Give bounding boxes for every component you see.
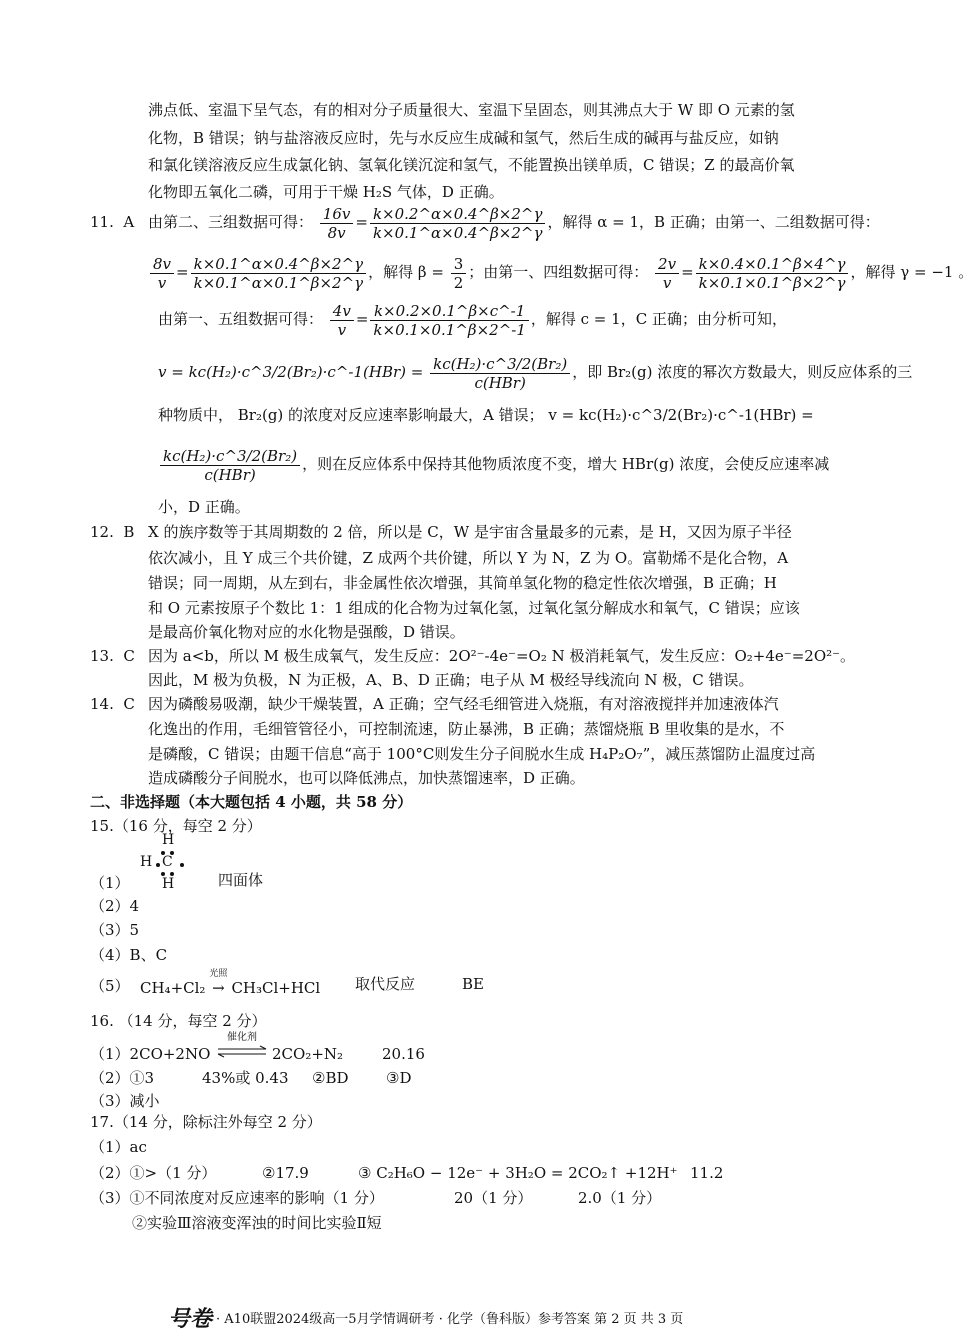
q11-number: 11. A (90, 213, 135, 231)
fraction: $\frac{k\times 0.2\times 0.1\^{}\beta\times c\^{}-1}{k\times 0.1\times 0.1\^{}\beta\times 2\^{}-1}$ (370, 302, 528, 339)
fraction: $\frac{8v}{v}$ (150, 255, 174, 292)
reaction-arrow: → (212, 979, 225, 997)
q15-part-1-label: （1） (90, 874, 130, 892)
q16-heading: 16. （14 分，每空 2 分） (90, 1012, 267, 1030)
electron-dot (156, 863, 160, 867)
fraction: $\frac{16v}{8v}$ (320, 205, 354, 242)
q11-line-4: v = kc(H₂)·c^3/2(Br₂)·c^-1(HBr) = $\frac{\text{kc(H₂)·c\textasciicircum{}3/2(Br₂)}}{\text{c(HBr)}}$ ，即 Br₂(g) 浓度的幂次方数最大，则反应体系的三 (158, 354, 913, 392)
q11-line-1: 由第二、三组数据可得： $\frac{16v}{8v}$ = $\frac{k\times 0.2\^{}\alpha\times 0.4\^{}\beta\times 2\^{}\gamma}{k\times 0.1\^{}\alpha\times 0.4\^{}\beta\times 2\^{}\gamma}$ ，解得 α = 1，B 正确；由第一、二组数据可得： (148, 204, 880, 242)
q15-heading: 15.（16 分，每空 2 分） (90, 817, 262, 835)
q12-line-3: 错误；同一周期，从左到右，非金属性依次增强，其简单氢化物的稳定性依次增强，B 正确；H (148, 574, 777, 592)
fraction: $\frac{2v}{v}$ (655, 255, 679, 292)
q12-line-1: X 的族序数等于其周期数的 2 倍，所以是 C，W 是宇宙含量最多的元素，是 H，又因为原子半径 (148, 523, 792, 541)
page-footer (168, 1302, 683, 1333)
q14-line-2: 化逸出的作用，毛细管管径小，可控制流速，防止暴沸，B 正确；蒸馏烧瓶 B 里收集的是水，不 (148, 720, 785, 738)
fraction: $\frac{4v}{v}$ (330, 302, 354, 339)
h-atom-left: H (140, 854, 153, 870)
q12-line-2: 依次减小，且 Y 成三个共价键，Z 成两个共价键，所以 Y 为 N，Z 为 O。富勒烯不是化合物，A (148, 549, 789, 567)
q16-part-1-right: 2CO₂+N₂ (272, 1045, 344, 1063)
q17-part-2-d: 11.2 (690, 1164, 724, 1182)
q15-equation: CH₄+Cl₂ 光照 → CH₃Cl+HCl (140, 978, 320, 998)
condition-label: 光照 (209, 969, 228, 979)
electron-dot-structure (138, 832, 198, 894)
q15-part-5-type: 取代反应 (355, 975, 416, 993)
section-heading: 二、非选择题（本大题包括 4 小题，共 58 分） (90, 793, 413, 811)
q17-part-3-b: 20（1 分） (454, 1189, 533, 1207)
q15-part-5-label: （5） (90, 977, 130, 995)
equilibrium-arrow-icon (216, 1046, 268, 1058)
q14-number: 14. C (90, 695, 135, 713)
q17-part-1: （1）ac (90, 1138, 147, 1156)
q15-part-2: （2）4 (90, 897, 140, 915)
q10-line-1: 沸点低、室温下呈气态，有的相对分子质量很大、室温下呈固态，则其沸点大于 W 即 O 元素的氢 (148, 101, 795, 119)
q13-line-2: 因此，M 极为负极，N 为正极，A、B、D 正确；电子从 M 极经导线流向 N 极，C 错误。 (148, 671, 754, 689)
q15-part-4: （4）B、C (90, 946, 168, 964)
fraction: $\frac{k\times 0.1\^{}\alpha\times 0.4\^{}\beta\times 2\^{}\gamma}{k\times 0.1\^{}\alpha\times 0.1\^{}\beta\times 2\^{}\gamma}$ (191, 255, 367, 292)
catalyst-label: 催化剂 (227, 1032, 257, 1043)
q11-line-6: $\frac{\text{kc(H₂)·c\textasciicircum{}3/2(Br₂)}}{\text{c(HBr)}}$ ，则在反应体系中保持其他物质浓度不变，增大 HBr(g) 浓度，会使反应速率减 (158, 442, 829, 486)
brand-logo: 号卷 (168, 1306, 213, 1332)
q17-part-3-d: ②实验Ⅲ溶液变浑浊的时间比实验Ⅱ短 (132, 1214, 382, 1232)
q17-heading: 17.（14 分，除标注外每空 2 分） (90, 1113, 322, 1131)
q10-line-2: 化物，B 错误；钠与盐溶液反应时，先与水反应生成碱和氢气，然后生成的碱再与盐反应，如钠 (148, 129, 779, 147)
q15-part-3: （3）5 (90, 921, 140, 939)
q16-part-1-value: 20.16 (382, 1045, 425, 1063)
q16-part-2-c: ②BD (312, 1069, 349, 1087)
q11-line-7: 小，D 正确。 (158, 498, 250, 516)
q17-part-3-c: 2.0（1 分） (578, 1189, 662, 1207)
q16-part-2-a: （2）①3 (90, 1069, 155, 1087)
fraction: $\frac{\text{kc(H₂)·c\textasciicircum{}3/2(Br₂)}}{\text{c(HBr)}}$ (430, 355, 570, 392)
footer-text: · A10联盟2024级高一5月学情调研考 · 化学（鲁科版）参考答案 第 2 页 共 3 页 (216, 1312, 684, 1327)
q12-line-5: 是最高价氧化物对应的水化物是强酸，D 错误。 (148, 623, 465, 641)
q16-part-1-left: （1）2CO+2NO (90, 1045, 211, 1063)
q12-line-4: 和 O 元素按原子个数比 1：1 组成的化合物为过氧化氢，过氧化氢分解成水和氧气，C 错误；应该 (148, 599, 800, 617)
q11-line-3: 由第一、五组数据可得： $\frac{4v}{v}$ = $\frac{k\times 0.2\times 0.1\^{}\beta\times c\^{}-1}{k\times 0.1\times 0.1\^{}\beta\times 2\^{}-1}$ ，解得 c = 1，C 正确；由分析可知， (158, 301, 787, 339)
q17-part-2-c: ③ C₂H₆O − 12e⁻ + 3H₂O = 2CO₂↑ +12H⁺ (358, 1164, 678, 1182)
fraction: $\frac{k\times 0.4\times 0.1\^{}\beta\times 4\^{}\gamma}{k\times 0.1\times 0.1\^{}\beta\times 2\^{}\gamma}$ (696, 255, 849, 292)
q15-part-1-answer: 四面体 (218, 871, 264, 889)
q16-part-2-d: ③D (386, 1069, 412, 1087)
q10-line-3: 和氯化镁溶液反应生成氯化钠、氢氧化镁沉淀和氢气，不能置换出镁单质，C 错误；Z 的最高价氧 (148, 156, 795, 174)
q16-part-2-b: 43%或 0.43 (202, 1069, 289, 1087)
q12-number: 12. B (90, 523, 135, 541)
q15-part-5-answer: BE (462, 975, 484, 993)
q17-part-2-b: ②17.9 (262, 1164, 309, 1182)
h-atom-bottom: H (162, 876, 175, 892)
fraction: $\frac{3}{2}$ (451, 255, 467, 292)
c-atom: C (162, 854, 173, 870)
fraction: $\frac{k\times 0.2\^{}\alpha\times 0.4\^{}\beta\times 2\^{}\gamma}{k\times 0.1\^{}\alpha\times 0.4\^{}\beta\times 2\^{}\gamma}$ (370, 205, 546, 242)
q11-line-2: $\frac{8v}{v}$ = $\frac{k\times 0.1\^{}\alpha\times 0.4\^{}\beta\times 2\^{}\gamma}{k\times 0.1\^{}\alpha\times 0.1\^{}\beta\times 2\^{}\gamma}$ ，解得 β = $\frac{3}{2}$ ；由第一、四组数据可得： $\frac{2v}{v}$ = $\frac{k\times 0.4\times 0.1\^{}\beta\times 4\^{}\gamma}{k\times 0.1\times 0.1\^{}\beta\times 2\^{}\gamma}$ ，解得 γ = −1 。 (148, 250, 973, 294)
h-atom-top: H (162, 832, 175, 848)
q13-line-1: 因为 a<b，所以 M 极生成氧气，发生反应：2O²⁻-4e⁻=O₂ N 极消耗氧气，发生反应：O₂+4e⁻=2O²⁻。 (148, 647, 856, 665)
q14-line-4: 造成磷酸分子间脱水，也可以降低沸点，加快蒸馏速率，D 正确。 (148, 769, 585, 787)
fraction: $\frac{\text{kc(H₂)·c\textasciicircum{}3/2(Br₂)}}{\text{c(HBr)}}$ (160, 447, 300, 484)
q10-line-4: 化物即五氧化二磷，可用于干燥 H₂S 气体，D 正确。 (148, 183, 504, 201)
q14-line-1: 因为磷酸易吸潮，缺少干燥装置，A 正确；空气经毛细管进入烧瓶，有对溶液搅拌并加速液体汽 (148, 695, 779, 713)
q17-part-2-a: （2）①>（1 分） (90, 1164, 217, 1182)
q11-line-5: 种物质中， Br₂(g) 的浓度对反应速率影响最大，A 错误； v = kc(H₂)·c^3/2(Br₂)·c^-1(HBr) = (158, 406, 814, 424)
electron-dot (180, 863, 184, 867)
q17-part-3-a: （3）①不同浓度对反应速率的影响（1 分） (90, 1189, 384, 1207)
q13-number: 13. C (90, 647, 135, 665)
q14-line-3: 是磷酸，C 错误；由题干信息“高于 100°C则发生分子间脱水生成 H₄P₂O₇”，减压蒸馏防止温度过高 (148, 745, 816, 763)
catalyst-arrow (216, 1032, 268, 1062)
q16-part-3: （3）减小 (90, 1092, 160, 1110)
